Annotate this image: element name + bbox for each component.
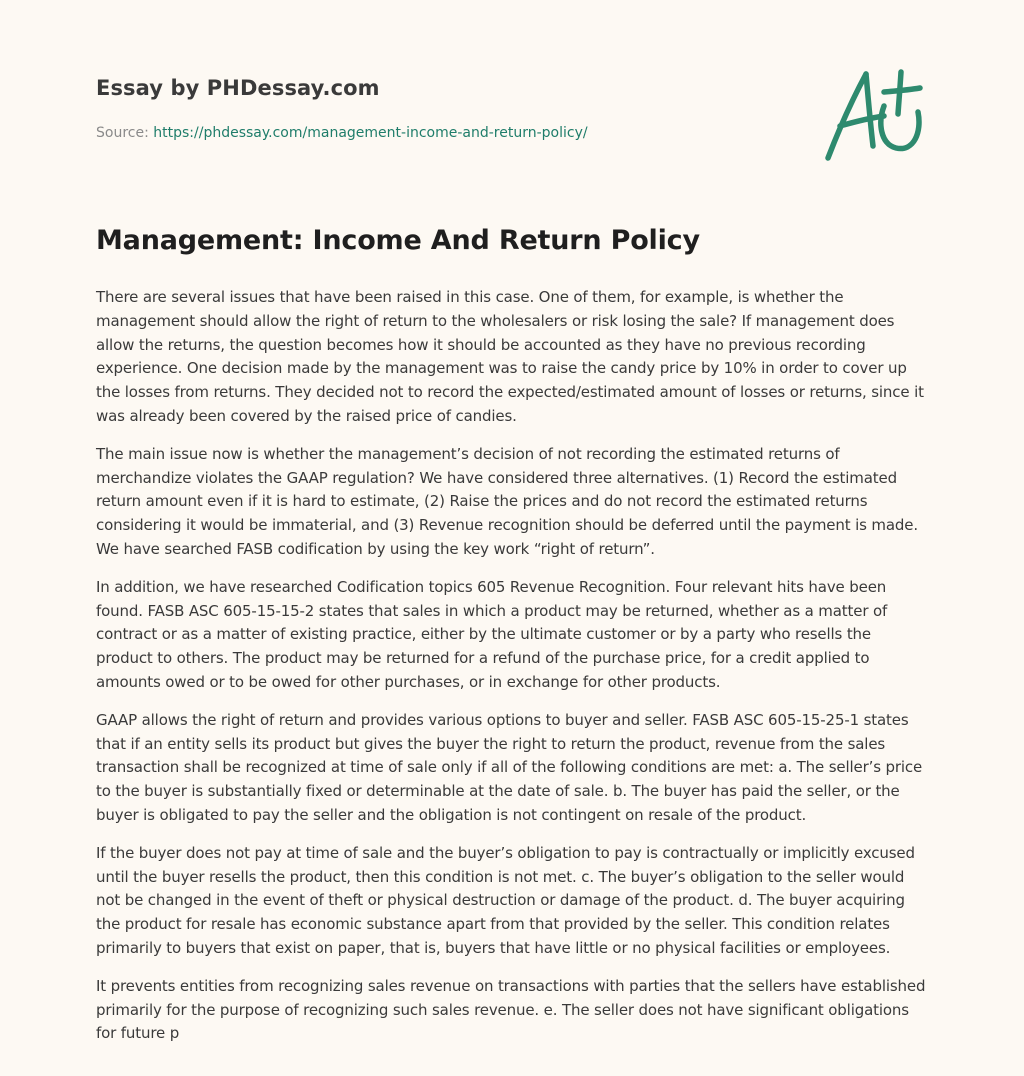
a-plus-grade-icon — [818, 62, 930, 170]
paragraph: In addition, we have researched Codification topics 605 Revenue Recognition. Four relevant hits have been found. FASB ASC 605-15-15-2 states that sales in which a product may be returned, whether as a matter of contract or as a matter of existing practice, either by the ultimate customer or by a party who resells the product to others. The product may be returned for a refund of the purchase price, for a credit applied to amounts owed or to be owed for other purchases, or in exchange for other products. — [96, 577, 888, 691]
source-link[interactable]: https://phdessay.com/management-income-and-return-policy/ — [153, 125, 588, 141]
page-header — [96, 76, 796, 141]
paragraph: If the buyer does not pay at time of sale and the buyer’s obligation to pay is contractually or implicitly excused until the buyer resells the product, then this condition is not met. c. The buyer’s obligation to the seller would not be changed in the event of theft or physical destruction or damage of the product. d. The buyer acquiring the product for resale has economic substance apart from that provided by the seller. This condition relates primarily to buyers that exist on paper, that is, buyers that have little or no physical facilities or employees. — [96, 843, 915, 957]
brand-title: Essay by PHDessay.com — [96, 76, 380, 100]
source-line — [96, 125, 588, 141]
paragraph: There are several issues that have been raised in this case. One of them, for example, is whether the management should allow the right of return to the wholesalers or risk losing the sale? If management does allow the returns, the question becomes how it should be accounted as they have no previous recording experience. One decision made by the management was to raise the candy price by 10% in order to cover up the losses from returns. They decided not to record the expected/estimated amount of losses or returns, since it was already been covered by the raised price of candies. — [96, 288, 924, 425]
paragraph: It prevents entities from recognizing sales revenue on transactions with parties that the sellers have established primarily for the purpose of recognizing such sales revenue. e. The seller does not have significant obligations for future p — [96, 976, 926, 1043]
article-title: Management: Income And Return Policy — [96, 225, 700, 256]
paragraph: GAAP allows the right of return and provides various options to buyer and seller. FASB ASC 605-15-25-1 states that if an entity sells its product but gives the buyer the right to return the product, revenue from the sales transaction shall be recognized at time of sale only if all of the following conditions are met: a. The seller’s price to the buyer is substantially fixed or determinable at the date of sale. b. The buyer has paid the seller, or the buyer is obligated to pay the seller and the obligation is not contingent on resale of the product. — [96, 710, 923, 824]
source-label: Source: — [96, 125, 149, 141]
article-body — [96, 286, 932, 1060]
paragraph: The main issue now is whether the management’s decision of not recording the estimated returns of merchandize violates the GAAP regulation? We have considered three alternatives. (1) Record the estimated return amount even if it is hard to estimate, (2) Raise the prices and do not record the estimated returns considering it would be immaterial, and (3) Revenue recognition should be deferred until the payment is made. We have searched FASB codification by using the key work “right of return”. — [96, 444, 918, 558]
